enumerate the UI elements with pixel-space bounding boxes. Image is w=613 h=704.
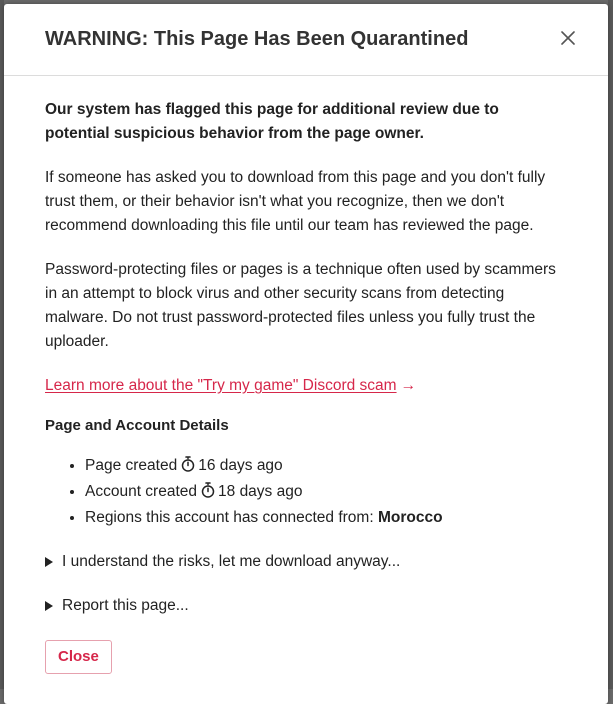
regions-value: Morocco <box>377 509 443 526</box>
password-paragraph: Password-protecting files or pages is a technique often used by scammers in an attempt to block virus and other security scans from detecting malware. Do not trust password-protected files unless you fully trust the uploader. <box>45 261 556 350</box>
disclosure-triangle-icon <box>45 601 53 611</box>
lead-paragraph: Our system has flagged this page for additional review due to potential suspicious behavior from the page owner. <box>45 101 499 142</box>
list-item-account-created <box>85 480 567 506</box>
account-created-value: 18 days ago <box>218 483 303 500</box>
dialog-header <box>4 4 608 76</box>
arrow-right-icon: → <box>400 377 417 394</box>
account-created-label: Account created <box>85 483 198 500</box>
quarantine-warning-dialog <box>4 4 608 704</box>
page-created-label: Page created <box>85 457 178 474</box>
details-heading: Page and Account Details <box>45 417 229 434</box>
close-icon[interactable] <box>554 24 582 52</box>
learn-more-link[interactable] <box>45 374 416 398</box>
download-anyway-toggle[interactable] <box>45 550 567 574</box>
regions-label: Regions this account has connected from: <box>85 509 374 526</box>
stopwatch-icon <box>181 456 195 480</box>
backdrop-right <box>608 0 613 689</box>
close-button[interactable]: Close <box>45 640 112 674</box>
report-page-toggle[interactable] <box>45 594 567 618</box>
dialog-body <box>4 76 608 674</box>
download-anyway-label: I understand the risks, let me download anyway... <box>62 553 401 570</box>
page-created-value: 16 days ago <box>198 457 283 474</box>
details-list <box>45 454 567 530</box>
learn-more-link-text: Learn more about the "Try my game" Discord scam <box>45 377 397 394</box>
list-item-page-created <box>85 454 567 480</box>
report-page-label: Report this page... <box>62 597 189 614</box>
disclosure-triangle-icon <box>45 557 53 567</box>
stopwatch-icon <box>201 482 215 506</box>
list-item-regions <box>85 506 567 530</box>
dialog-title: WARNING: This Page Has Been Quarantined <box>45 28 469 50</box>
trust-paragraph: If someone has asked you to download from this page and you don't fully trust them, or their behavior isn't what you recognize, then we don't recommend downloading this file until our team has reviewed the page. <box>45 169 546 234</box>
